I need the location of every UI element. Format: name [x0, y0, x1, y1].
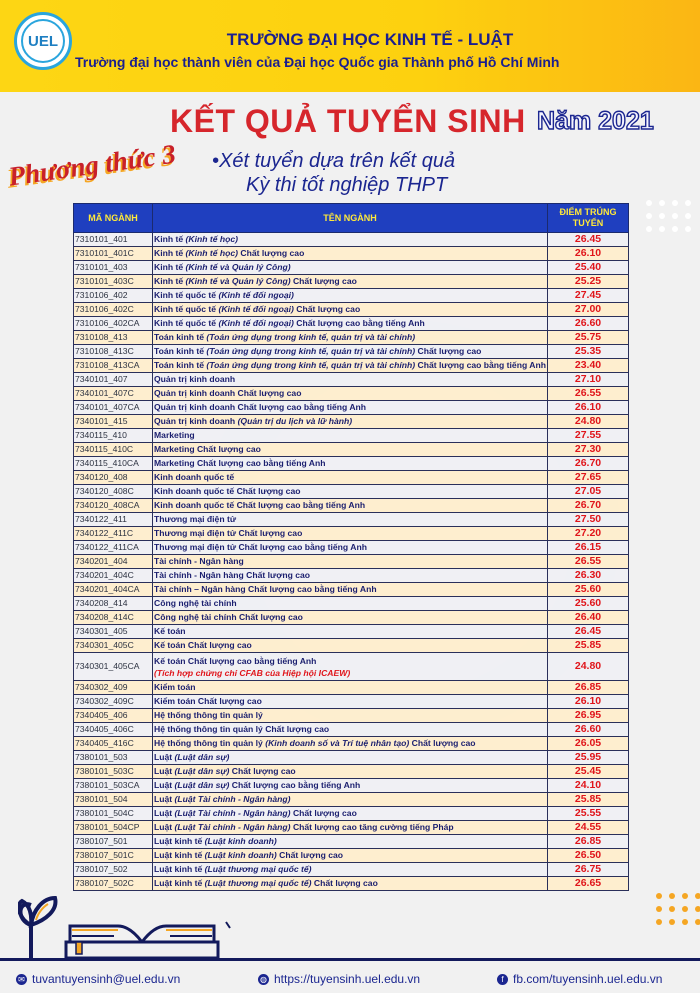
program-type: Chất lượng cao [231, 766, 296, 776]
table-row [74, 779, 629, 793]
admission-score: 24.80 [548, 415, 629, 429]
footer-email[interactable] [16, 972, 180, 986]
page-header [0, 0, 700, 92]
major-specialization: (Luật Tài chính - Ngân hàng) [174, 794, 291, 804]
major-name [153, 639, 548, 653]
admission-score: 26.55 [548, 555, 629, 569]
major-name [153, 499, 548, 513]
table-row [74, 359, 629, 373]
major-code: 7340301_405 [74, 625, 153, 639]
major-name-text: Kinh tế quốc tế [154, 318, 217, 328]
major-specialization: (Toán ứng dụng trong kinh tế, quản trị và tài chính) [206, 332, 416, 342]
major-name-text: Luật [154, 752, 173, 762]
program-type: Chất lượng cao [313, 878, 378, 888]
major-name [153, 765, 548, 779]
major-name-text: Kế toán Chất lượng cao [154, 640, 252, 650]
major-name-text: Luật kinh tế [154, 878, 203, 888]
table-row [74, 275, 629, 289]
admission-score: 23.40 [548, 359, 629, 373]
major-name-text: Quản trị kinh doanh Chất lượng cao [154, 388, 302, 398]
email-text[interactable]: tuvantuyensinh@uel.edu.vn [32, 972, 181, 986]
major-specialization: (Luật dân sự) [174, 752, 230, 762]
major-name [153, 485, 548, 499]
program-type: Chất lượng cao [292, 808, 357, 818]
admission-score: 27.65 [548, 471, 629, 485]
major-specialization: (Toán ứng dụng trong kinh tế, quản trị và tài chính) [206, 346, 416, 356]
major-name [153, 331, 548, 345]
major-specialization: (Kinh tế và Quản lý Công) [185, 276, 291, 286]
plant-icon [18, 895, 68, 960]
major-code: 7340208_414C [74, 611, 153, 625]
major-name [153, 373, 548, 387]
major-code: 7340301_405CA [74, 653, 153, 681]
major-code: 7380107_502 [74, 863, 153, 877]
major-specialization: (Kinh tế đối ngoại) [218, 304, 294, 314]
admission-score: 26.45 [548, 233, 629, 247]
major-code: 7310108_413C [74, 345, 153, 359]
table-header-row [74, 204, 629, 233]
major-name-text: Toán kinh tế [154, 360, 204, 370]
major-code: 7340101_407 [74, 373, 153, 387]
major-code: 7310101_403C [74, 275, 153, 289]
major-name [153, 443, 548, 457]
major-name-text: Tài chính - Ngân hàng [154, 556, 244, 566]
admission-score: 25.55 [548, 807, 629, 821]
major-specialization: (Kinh doanh số và Trí tuệ nhân tạo) [265, 738, 410, 748]
major-code: 7310101_403 [74, 261, 153, 275]
major-name [153, 233, 548, 247]
program-type: Chất lượng cao [292, 276, 357, 286]
method-label: Phương thức 3 [6, 138, 178, 192]
footer [0, 965, 700, 993]
admission-score: 26.45 [548, 625, 629, 639]
admission-score: 27.10 [548, 373, 629, 387]
table-row [74, 569, 629, 583]
major-name [153, 863, 548, 877]
major-name-text: Luật kinh tế [154, 836, 203, 846]
major-specialization: (Luật kinh doanh) [204, 850, 277, 860]
major-code: 7380107_502C [74, 877, 153, 891]
major-name [153, 751, 548, 765]
table-row [74, 751, 629, 765]
major-specialization: (Luật dân sự) [174, 780, 230, 790]
major-name-text: Quản trị kinh doanh [154, 374, 236, 384]
major-code: 7340101_407CA [74, 401, 153, 415]
major-code: 7340201_404CA [74, 583, 153, 597]
major-name-text: Thương mại điện tử [154, 514, 237, 524]
program-type: Chất lượng cao [296, 304, 361, 314]
major-name-text: Kinh doanh quốc tế Chất lượng cao bằng tiếng Anh [154, 500, 366, 510]
program-type: Chất lượng cao [279, 850, 344, 860]
major-name [153, 429, 548, 443]
major-code: 7340120_408CA [74, 499, 153, 513]
major-name [153, 709, 548, 723]
major-specialization: (Luật kinh doanh) [204, 836, 277, 846]
major-name [153, 653, 548, 681]
admission-score: 27.45 [548, 289, 629, 303]
major-code: 7310106_402C [74, 303, 153, 317]
footer-website[interactable] [258, 972, 420, 986]
admission-score: 26.65 [548, 877, 629, 891]
column-header-name: TÊN NGÀNH [153, 204, 548, 233]
table-row [74, 247, 629, 261]
table-row [74, 317, 629, 331]
major-name-text: Toán kinh tế [154, 346, 204, 356]
globe-icon: ◍ [258, 974, 269, 985]
admission-score: 26.30 [548, 569, 629, 583]
admission-score: 26.95 [548, 709, 629, 723]
admission-score: 26.75 [548, 863, 629, 877]
admission-score: 25.95 [548, 751, 629, 765]
major-name-text: Kinh doanh quốc tế Chất lượng cao [154, 486, 301, 496]
column-header-code: MÃ NGÀNH [74, 204, 153, 233]
table-row [74, 457, 629, 471]
major-name-text: Kinh tế quốc tế [154, 304, 217, 314]
major-name [153, 849, 548, 863]
major-name-text: Hệ thống thông tin quản lý [154, 710, 263, 720]
major-name-text: Quản trị kinh doanh [154, 416, 236, 426]
major-code: 7380101_503CA [74, 779, 153, 793]
major-name [153, 695, 548, 709]
table-row [74, 625, 629, 639]
facebook-text[interactable]: fb.com/tuyensinh.uel.edu.vn [513, 972, 663, 986]
major-name-text: Kinh tế [154, 276, 184, 286]
table-row [74, 261, 629, 275]
admission-score: 26.10 [548, 401, 629, 415]
major-name [153, 625, 548, 639]
table-row [74, 331, 629, 345]
table-row [74, 611, 629, 625]
major-name-text: Luật kinh tế [154, 864, 203, 874]
major-code: 7380107_501 [74, 835, 153, 849]
major-name [153, 387, 548, 401]
major-name-text: Tài chính - Ngân hàng Chất lượng cao [154, 570, 311, 580]
admission-score: 26.15 [548, 541, 629, 555]
footer-facebook[interactable] [497, 972, 662, 986]
table-row [74, 373, 629, 387]
major-specialization: (Kinh tế học) [185, 248, 239, 258]
program-type: Chất lượng cao tăng cường tiếng Pháp [292, 822, 454, 832]
table-row [74, 555, 629, 569]
major-name [153, 597, 548, 611]
table-row [74, 583, 629, 597]
admission-score: 26.85 [548, 681, 629, 695]
decorative-dots-orange [656, 893, 700, 925]
major-name-text: Kinh tế [154, 234, 184, 244]
table-row [74, 345, 629, 359]
admission-score: 25.85 [548, 639, 629, 653]
table-row [74, 695, 629, 709]
major-code: 7340122_411C [74, 527, 153, 541]
major-name [153, 541, 548, 555]
admission-score: 25.35 [548, 345, 629, 359]
major-name-text: Kinh tế [154, 262, 184, 272]
major-specialization: (Luật thương mại quốc tế) [204, 878, 312, 888]
table-row [74, 303, 629, 317]
university-subtitle: Trường đại học thành viên của Đại học Quốc gia Thành phố Hồ Chí Minh [75, 54, 560, 70]
admission-score: 27.50 [548, 513, 629, 527]
major-name-text: Công nghệ tài chính Chất lượng cao [154, 612, 303, 622]
major-code: 7340201_404C [74, 569, 153, 583]
table-body [74, 233, 629, 891]
table-row [74, 429, 629, 443]
major-name-text: Kiểm toán Chất lượng cao [154, 696, 262, 706]
major-code: 7310106_402 [74, 289, 153, 303]
admission-score: 26.10 [548, 695, 629, 709]
admission-score: 27.30 [548, 443, 629, 457]
email-icon: ✉ [16, 974, 27, 985]
program-type: Chất lượng cao [417, 346, 482, 356]
major-code: 7340115_410 [74, 429, 153, 443]
major-specialization: (Luật Tài chính - Ngân hàng) [174, 822, 291, 832]
program-type: Chất lượng cao bằng tiếng Anh [296, 318, 425, 328]
major-name-text: Kiểm toán [154, 682, 196, 692]
major-name-text: Kinh tế quốc tế [154, 290, 217, 300]
major-name [153, 569, 548, 583]
table-row [74, 863, 629, 877]
table-row [74, 443, 629, 457]
major-name-text: Thương mại điện tử Chất lượng cao [154, 528, 303, 538]
major-name [153, 457, 548, 471]
major-code: 7340405_416C [74, 737, 153, 751]
admission-score: 26.40 [548, 611, 629, 625]
major-name [153, 247, 548, 261]
major-specialization: (Kinh tế đối ngoại) [218, 290, 294, 300]
major-name-text: Marketing Chất lượng cao [154, 444, 261, 454]
method-desc-line2: Kỳ thi tốt nghiệp THPT [246, 174, 448, 196]
table-row [74, 793, 629, 807]
major-name [153, 261, 548, 275]
major-name [153, 289, 548, 303]
table-row [74, 849, 629, 863]
major-code: 7340122_411 [74, 513, 153, 527]
major-name-text: Quản trị kinh doanh Chất lượng cao bằng tiếng Anh [154, 402, 367, 412]
major-name [153, 401, 548, 415]
major-name [153, 275, 548, 289]
major-code: 7340120_408C [74, 485, 153, 499]
major-name-text: Luật kinh tế [154, 850, 203, 860]
admission-score: 27.00 [548, 303, 629, 317]
major-code: 7340301_405C [74, 639, 153, 653]
major-name [153, 415, 548, 429]
website-text[interactable]: https://tuyensinh.uel.edu.vn [274, 972, 421, 986]
major-name [153, 303, 548, 317]
admission-score: 26.05 [548, 737, 629, 751]
table-row [74, 639, 629, 653]
major-specialization: (Kinh tế và Quản lý Công) [185, 262, 291, 272]
major-code: 7310101_401 [74, 233, 153, 247]
page-title: KẾT QUẢ TUYỂN SINH [170, 103, 526, 139]
admission-results-table [73, 203, 629, 891]
table-row [74, 737, 629, 751]
table-row [74, 471, 629, 485]
admission-score: 26.10 [548, 247, 629, 261]
major-name-text: Luật [154, 822, 173, 832]
admission-score: 24.55 [548, 821, 629, 835]
major-name-text: Marketing Chất lượng cao bằng tiếng Anh [154, 458, 326, 468]
major-name [153, 723, 548, 737]
major-name [153, 513, 548, 527]
major-name [153, 821, 548, 835]
admission-score: 26.85 [548, 835, 629, 849]
major-specialization: (Kinh tế đối ngoại) [218, 318, 294, 328]
major-name [153, 527, 548, 541]
major-code: 7380101_504CP [74, 821, 153, 835]
admission-score: 25.45 [548, 765, 629, 779]
major-specialization: (Kinh tế học) [185, 234, 239, 244]
major-name [153, 737, 548, 751]
major-name [153, 793, 548, 807]
major-name-text: Luật [154, 766, 173, 776]
major-name-text: Kế toán [154, 626, 186, 636]
university-name: TRƯỜNG ĐẠI HỌC KINH TẾ - LUẬT [226, 30, 514, 49]
admission-score: 25.60 [548, 583, 629, 597]
admission-score: 27.05 [548, 485, 629, 499]
table-row [74, 485, 629, 499]
decorative-dots-white [646, 200, 691, 232]
major-name [153, 583, 548, 597]
major-code: 7380107_501C [74, 849, 153, 863]
program-type: Chất lượng cao bằng tiếng Anh [417, 360, 546, 370]
major-code: 7380101_504 [74, 793, 153, 807]
major-name-text: Luật [154, 794, 173, 804]
table-row [74, 877, 629, 891]
facebook-icon: f [497, 974, 508, 985]
method-desc-line1: •Xét tuyển dựa trên kết quả [212, 150, 456, 172]
admission-score: 26.50 [548, 849, 629, 863]
major-name [153, 681, 548, 695]
table-row [74, 821, 629, 835]
major-code: 7340115_410C [74, 443, 153, 457]
table-row [74, 709, 629, 723]
admission-score: 24.80 [548, 653, 629, 681]
admission-score: 25.25 [548, 275, 629, 289]
year-label: Năm 2021 [537, 107, 654, 135]
major-specialization: (Luật thương mại quốc tế) [204, 864, 312, 874]
major-name [153, 611, 548, 625]
major-code: 7310108_413 [74, 331, 153, 345]
table-row [74, 653, 629, 681]
major-name [153, 807, 548, 821]
admission-score: 26.55 [548, 387, 629, 401]
admission-score: 26.70 [548, 457, 629, 471]
major-code: 7340302_409C [74, 695, 153, 709]
major-code: 7340405_406 [74, 709, 153, 723]
major-name [153, 555, 548, 569]
major-name [153, 345, 548, 359]
admission-score: 27.55 [548, 429, 629, 443]
major-name-text: Công nghệ tài chính [154, 598, 237, 608]
table-row [74, 597, 629, 611]
program-type: Chất lượng cao bằng tiếng Anh [231, 780, 361, 790]
major-name-text: Kế toán Chất lượng cao bằng tiếng Anh [154, 655, 317, 666]
table-row [74, 681, 629, 695]
major-specialization: (Toán ứng dụng trong kinh tế, quản trị và tài chính) [206, 360, 416, 370]
major-specialization: (Quản trị du lịch và lữ hành) [237, 416, 353, 426]
admission-score: 26.70 [548, 499, 629, 513]
major-specialization: (Luật dân sự) [174, 766, 230, 776]
table-row [74, 289, 629, 303]
major-code: 7380101_504C [74, 807, 153, 821]
major-name [153, 835, 548, 849]
table-row [74, 765, 629, 779]
major-code: 7340120_408 [74, 471, 153, 485]
major-name-text: Thương mại điện tử Chất lượng cao bằng tiếng Anh [154, 542, 367, 552]
major-name [153, 359, 548, 373]
major-name [153, 317, 548, 331]
major-code: 7340101_415 [74, 415, 153, 429]
major-name [153, 471, 548, 485]
major-note: (Tích hợp chứng chỉ CFAB của Hiệp hội ICAEW) [154, 667, 351, 678]
major-code: 7340405_406C [74, 723, 153, 737]
major-code: 7310106_402CA [74, 317, 153, 331]
major-name-text: Kinh tế [154, 248, 184, 258]
table-row [74, 541, 629, 555]
admission-score: 25.85 [548, 793, 629, 807]
major-name-text: Kinh doanh quốc tế [154, 472, 235, 482]
major-code: 7310101_401C [74, 247, 153, 261]
table-row [74, 415, 629, 429]
book-icon [64, 920, 234, 960]
column-header-score: ĐIỂM TRÚNG TUYỂN [548, 204, 629, 233]
admission-score: 26.60 [548, 723, 629, 737]
logo-text: UEL [21, 19, 65, 63]
major-name-text: Luật [154, 780, 173, 790]
major-code: 7340115_410CA [74, 457, 153, 471]
table-row [74, 513, 629, 527]
major-name [153, 877, 548, 891]
major-name-text: Hệ thống thông tin quản lý [154, 738, 263, 748]
admission-score: 24.10 [548, 779, 629, 793]
table-row [74, 835, 629, 849]
major-code: 7380101_503C [74, 765, 153, 779]
major-code: 7340201_404 [74, 555, 153, 569]
major-code: 7340208_414 [74, 597, 153, 611]
major-name-text: Toán kinh tế [154, 332, 204, 342]
table-row [74, 723, 629, 737]
major-code: 7380101_503 [74, 751, 153, 765]
major-name-text: Tài chính – Ngân hàng Chất lượng cao bằng tiếng Anh [154, 584, 377, 594]
major-name-text: Marketing [154, 430, 195, 440]
footer-divider [0, 958, 700, 961]
major-specialization: (Luật Tài chính - Ngân hàng) [174, 808, 291, 818]
table-row [74, 401, 629, 415]
table-row [74, 233, 629, 247]
program-type: Chất lượng cao [411, 738, 476, 748]
admission-score: 25.60 [548, 597, 629, 611]
major-name-text: Hệ thống thông tin quản lý Chất lượng cao [154, 724, 330, 734]
major-name [153, 779, 548, 793]
table-row [74, 499, 629, 513]
major-code: 7340101_407C [74, 387, 153, 401]
admission-score: 25.75 [548, 331, 629, 345]
program-type: Chất lượng cao [240, 248, 305, 258]
admission-score: 25.40 [548, 261, 629, 275]
major-code: 7340302_409 [74, 681, 153, 695]
admission-score: 27.20 [548, 527, 629, 541]
admission-score: 26.60 [548, 317, 629, 331]
major-code: 7340122_411CA [74, 541, 153, 555]
major-code: 7310108_413CA [74, 359, 153, 373]
major-name-text: Luật [154, 808, 173, 818]
table-row [74, 807, 629, 821]
table-row [74, 527, 629, 541]
table-row [74, 387, 629, 401]
